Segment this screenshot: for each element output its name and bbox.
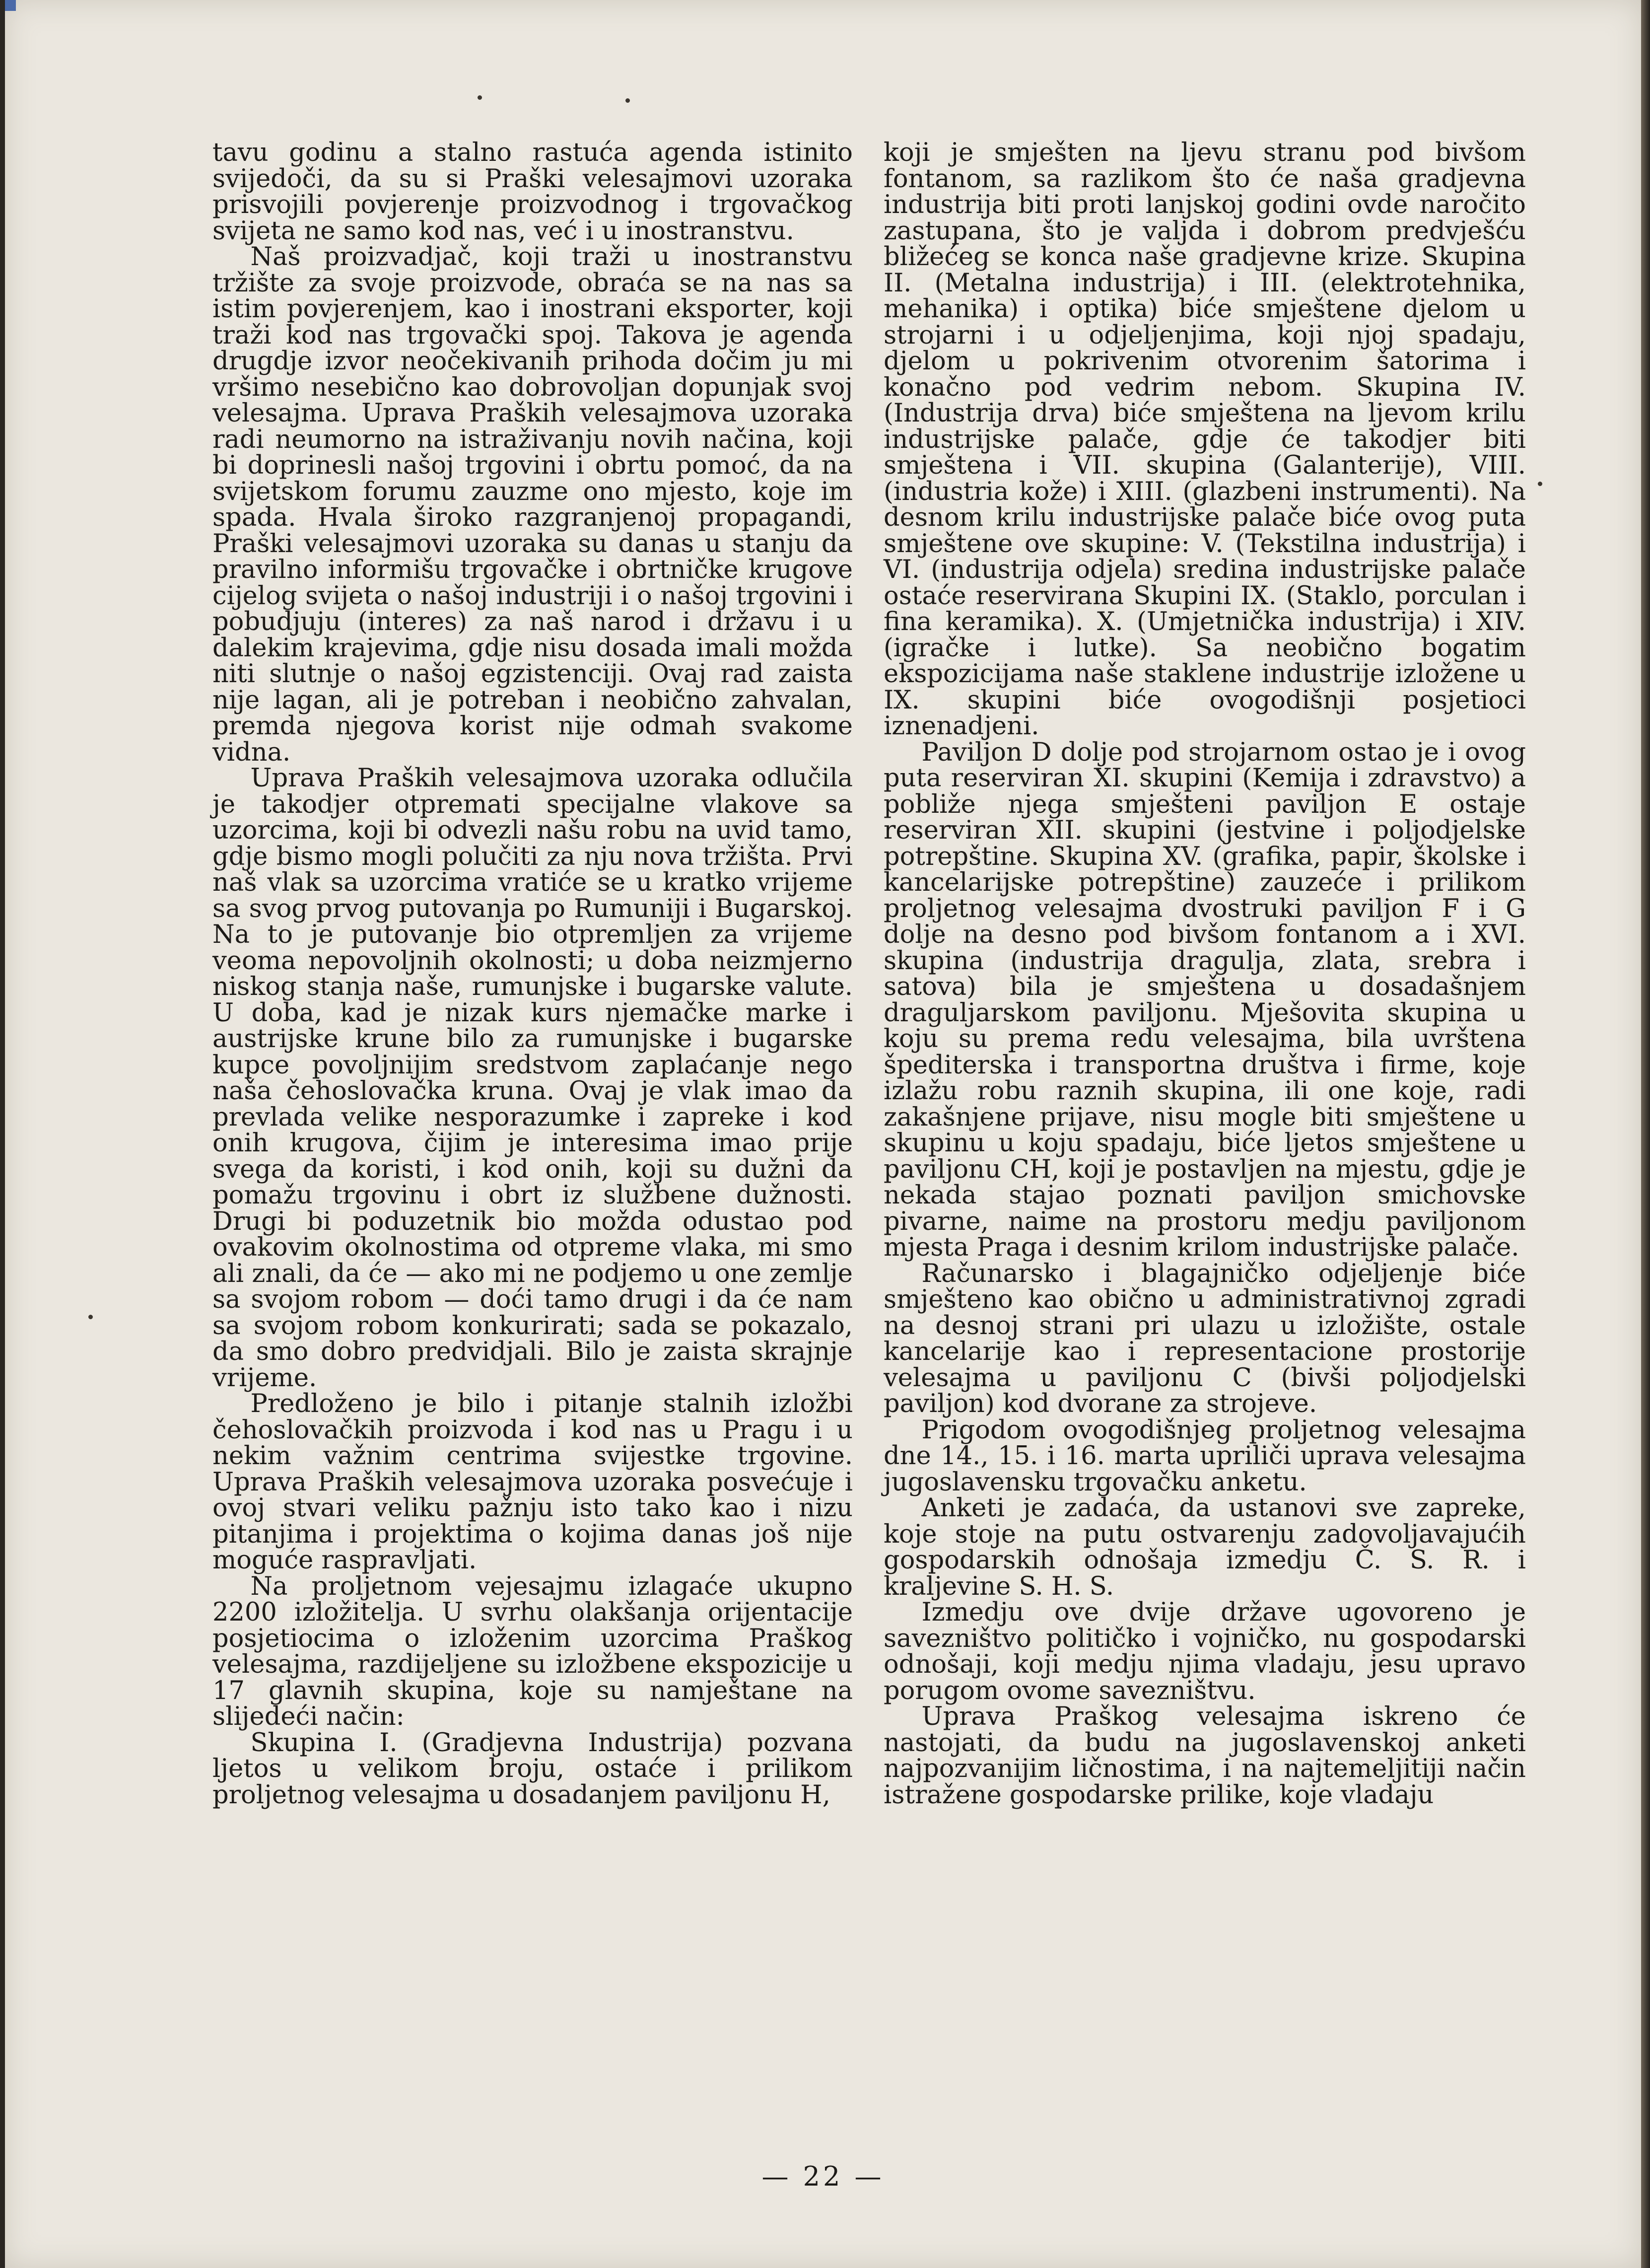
paragraph: Izmedju ove dvije države ugovoreno je savezništvo političko i vojničko, nu gospodarski odnošaji, koji medju njima vladaju, jesu upravo porugom ovome savezništvu. [884,1598,1526,1705]
corner-stain [5,0,16,11]
page-edge-shadow [1641,0,1650,2268]
page-number: — 22 — [761,2161,885,2192]
margin-speck [88,1315,93,1319]
left-text-column [212,140,853,1808]
paragraph: koji je smješten na ljevu stranu pod bivšom fontanom, sa razlikom što će naša gradjevna industrija biti proti lanjskoj godini ovde naročito zastupana, što je valjda i dobrom predvješću bližećeg se konca naše gradjevne krize. Skupina II. (Metalna industrija) i III. (elektrotehnika, mehanika) i optika) biće smještene djelom u strojarni i u odjeljenjima, koji njoj spadaju, djelom u pokrivenim otvorenim šatorima i konačno pod vedrim nebom. Skupina IV. (Industrija drva) biće smještena na ljevom krilu industrijske palače, gdje će takodjer biti smještena i VII. skupina (Galanterije), VIII. (industria kože) i XIII. (glazbeni instrumenti). Na desnom krilu industrijske palače biće ovog puta smještene ove skupine: V. (Tekstilna industrija) i VI. (industrija odjela) sredina industrijske palače ostaće reservirana Skupini IX. (Staklo, porculan i fina keramika). X. (Umjetnička industrija) i XIV. (igračke i lutke). Sa neobično bogatim ekspozicijama naše staklene industrije izložene u IX. skupini biće ovogodišnji posjetioci iznenadjeni. [884,138,1526,741]
right-text-column [884,140,1526,1808]
paragraph: Predloženo je bilo i pitanje stalnih izložbi čehoslovačkih proizvoda i kod nas u Pragu i u nekim važnim centrima svijestke trgovine. Uprava Praških velesajmova uzoraka posvećuje i ovoj stvari veliku pažnju isto tako kao i nizu pitanjima i projektima o kojima danas još nije moguće raspravljati. [212,1389,853,1575]
paragraph: Na proljetnom vejesajmu izlagaće ukupno 2200 izložitelja. U svrhu olakšanja orijentacije posjetiocima o izloženim uzorcima Praškog velesajma, razdijeljene su izložbene ekspozicije u 17 glavnih skupina, koje su namještane na slijedeći način: [212,1571,853,1731]
margin-speck [1538,482,1542,486]
paragraph: Paviljon D dolje pod strojarnom ostao je i ovog puta reserviran XI. skupini (Kemija i zdravstvo) a pobliže njega smješteni paviljon E ostaje reserviran XII. skupini (jestvine i poljodjelske potrepštine. Skupina XV. (grafika, papir, školske i kancelarijske potrepštine) zauzeće i prilikom proljetnog velesajma dvostruki paviljon F i G dolje na desno pod bivšom fontanom a i XVI. skupina (industrija dragulja, zlata, srebra i satova) bila je smještena u dosadašnjem draguljarskom paviljonu. Mješovita skupina u koju su prema redu velesajma, bila uvrštena špediterska i transportna društva i firme, koje izlažu robu raznih skupina, ili one koje, radi zakašnjene prijave, nisu mogle biti smještene u skupinu u koju spadaju, biće ljetos smještene u paviljonu CH, koji je postavljen na mjestu, gdje je nekada stajao poznati paviljon smichovske pivarne, naime na prostoru medju paviljonom mjesta Praga i desnim krilom industrijske palače. [884,737,1526,1262]
margin-speck [478,95,482,100]
paragraph: Skupina I. (Gradjevna Industrija) pozvana ljetos u velikom broju, ostaće i prilikom proljetnog velesajma u dosadanjem paviljonu H, [212,1728,853,1810]
paragraph: Uprava Praških velesajmova uzoraka odlučila je takodjer otpremati specijalne vlakove sa uzorcima, koji bi odvezli našu robu na uvid tamo, gdje bismo mogli polučiti za nju nova tržišta. Prvi naš vlak sa uzorcima vratiće se u kratko vrijeme sa svog prvog putovanja po Rumuniji i Bugarskoj. Na to je putovanje bio otpremljen za vrijeme veoma nepovoljnih okolnosti; u doba neizmjerno niskog stanja naše, rumunjske i bugarske valute. U doba, kad je nizak kurs njemačke marke i austrijske krune bilo za rumunjske i bugarske kupce povoljnijim sredstvom zaplaćanje nego naša čehoslovačka kruna. Ovaj je vlak imao da prevlada velike nesporazumke i zapreke i kod onih krugova, čijim je interesima imao prije svega da koristi, i kod onih, koji su dužni da pomažu trgovinu i obrt iz službene dužnosti. Drugi bi poduzetnik bio možda odustao pod ovakovim okolnostima od otpreme vlaka, mi smo ali znali, da će — ako mi ne podjemo u one zemlje sa svojom robom — doći tamo drugi i da će nam sa svojom robom konkurirati; sada se pokazalo, da smo dobro predvidjali. Bilo je zaista skrajnje vrijeme. [212,764,853,1393]
paragraph: Anketi je zadaća, da ustanovi sve zapreke, koje stoje na putu ostvarenju zadovoljavajućih gospodarskih odnošaja izmedju Č. S. R. i kraljevine S. H. S. [884,1493,1526,1601]
paragraph: tavu godinu a stalno rastuća agenda istinito svijedoči, da su si Praški velesajmovi uzoraka prisvojili povjerenje proizvodnog i trgovačkog svijeta ne samo kod nas, već i u inostranstvu. [212,138,853,246]
paragraph: Uprava Praškog velesajma iskreno će nastojati, da budu na jugoslavenskoj anketi najpozvanijim ličnostima, i na najtemeljitiji način istražene gospodarske prilike, koje vladaju [884,1702,1526,1810]
margin-speck [625,98,630,103]
paragraph: Prigodom ovogodišnjeg proljetnog velesajma dne 14., 15. i 16. marta upriliči uprava velesajma jugoslavensku trgovačku anketu. [884,1415,1526,1497]
paragraph: Naš proizvadjač, koji traži u inostranstvu tržište za svoje proizvode, obraća se na nas sa istim povjerenjem, kao i inostrani eksporter, koji traži kod nas trgovački spoj. Takova je agenda drugdje izvor neočekivanih prihoda dočim ju mi vršimo nesebično kao dobrovoljan dopunjak svoj velesajma. Uprava Praških velesajmova uzoraka radi neumorno na istraživanju novih načina, koji bi doprinesli našoj trgovini i obrtu pomoć, da na svijetskom forumu zauzme ono mjesto, koje im spada. Hvala široko razgranjenoj propagandi, Praški velesajmovi uzoraka su danas u stanju da pravilno informišu trgovačke i obrtničke krugove cijelog svijeta o našoj industriji i o našoj trgovini i pobudjuju (interes) za naš narod i državu i u dalekim krajevima, gdje nisu dosada imali možda niti slutnje o našoj egzistenciji. Ovaj rad zaista nije lagan, ali je potreban i neobično zahvalan, premda njegova korist nije odmah svakome vidna. [212,242,853,767]
paragraph: Računarsko i blagajničko odjeljenje biće smješteno kao obično u administrativnoj zgradi na desnoj strani pri ulazu u izložište, ostale kancelarije kao i representacione prostorije velesajma u paviljonu C (bivši poljodjelski paviljon) kod dvorane za strojeve. [884,1259,1526,1418]
document-page [5,0,1641,2268]
